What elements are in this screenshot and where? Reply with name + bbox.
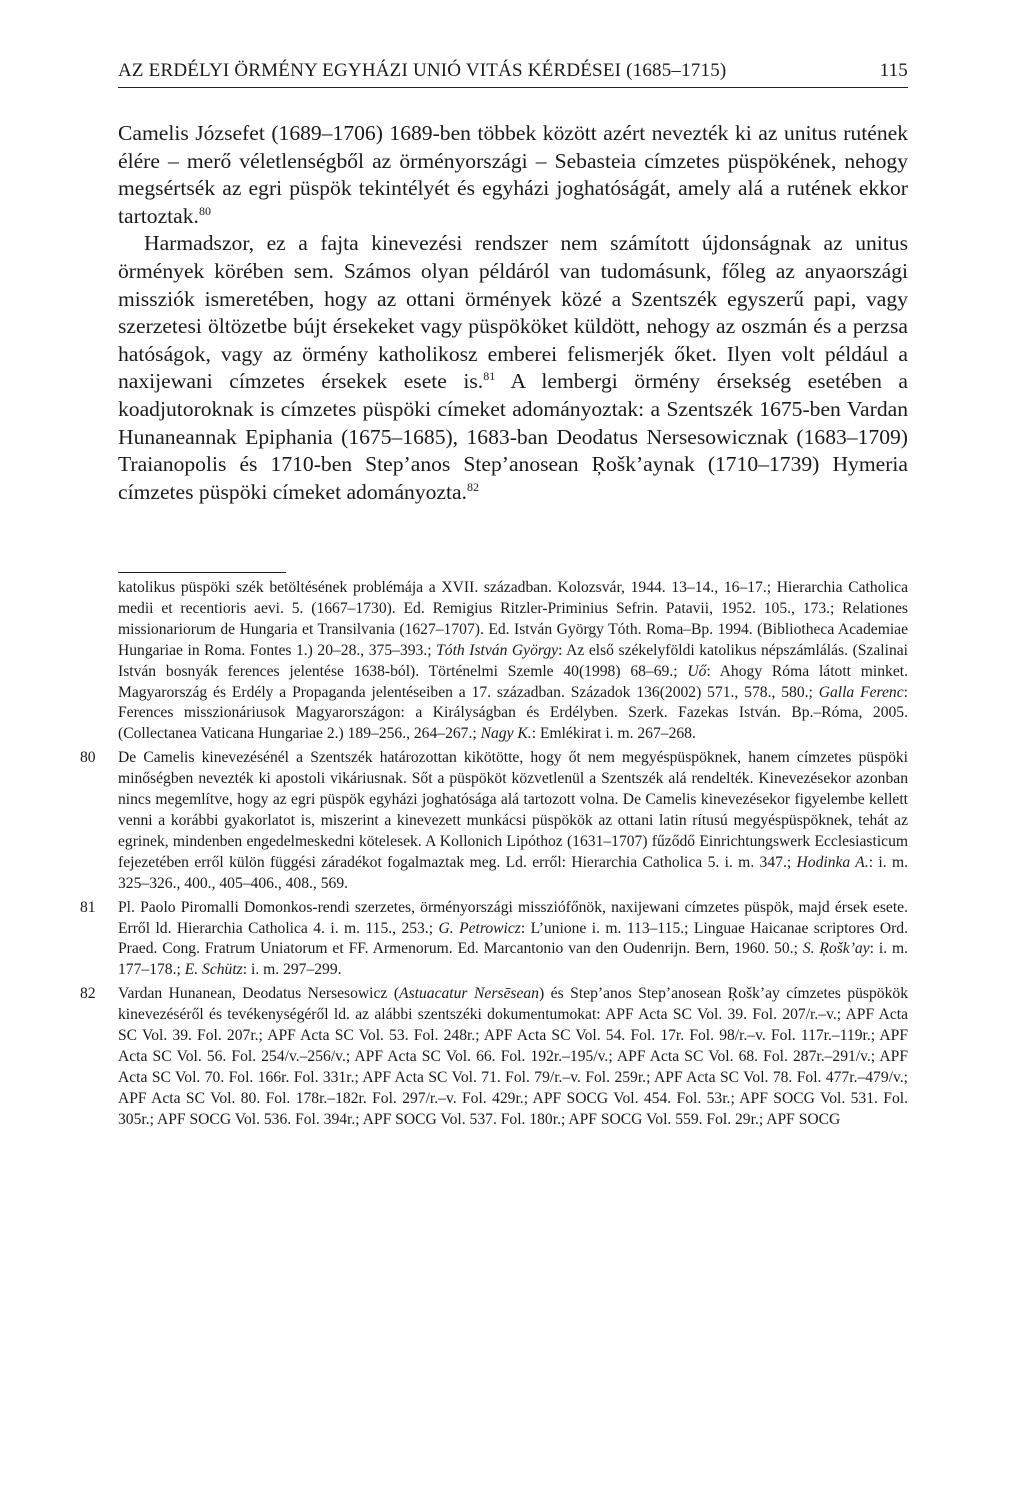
footnote-81 [80, 898, 908, 982]
footnote-80-text [118, 748, 908, 894]
running-header [118, 52, 908, 92]
running-title: AZ ERDÉLYI ÖRMÉNY EGYHÁZI UNIÓ VITÁS KÉRDÉSEI (1685–1715) [118, 60, 727, 81]
footnote-82-text [118, 984, 908, 1130]
footnote-text-segment: De Camelis kinevezésénél a Szentszék határozottan kikötötte, hogy őt nem megyéspüspöknek, hanem címzetes püspöki minőségben nevezték ki apostoli vikáriusnak. Sőt a püspököt közvetlenül a Szentszék alá rendelték. Kinevezésekor azonban nincs megemlítve, hogy az egri püspök egyházi joghatósága alá tartozott volna. De Camelis kinevezésekor figyelembe kellett venni a korábbi gyakorlatot is, miszerint a kinevezett munkácsi püspökök az ottani latin rítusú megyéspüspöknek, tehát az egrinek, mindenben engedelmeskedni kötelesek. A Kollonich Lipóthoz (1631–1707) fűződő Einrichtungswerk Ecclesiasticum fejezetében erről külön függési záradékot fogalmaztak meg. Ld. erről: Hierarchia Catholica 5. i. m. 347.; [118, 749, 908, 871]
footnote-author: Uő [687, 662, 707, 680]
footnote-text-segment: : Ahogy Róma látott minket. Magyarország és Erdély a Propaganda jelentéseiben a 17. században. Századok 136(2002) 571., 578., 580.; [118, 662, 908, 701]
footnote-separator [118, 572, 286, 573]
footnote-number: 80 [80, 749, 96, 767]
footnote-text-segment: : Ferences misszionáriusok Magyarországon: a Királyságban és Erdélyben. Szerk. Fazekas István. Bp.–Róma, 2005. (Collectanea Vaticana Hungariae 2.) 189–256., 264–267.; [118, 683, 908, 743]
paragraph-1 [118, 120, 908, 230]
paragraph-2 [118, 230, 908, 506]
footnote-82 [80, 984, 908, 1130]
footnote-text-segment: Vardan Hunanean, Deodatus Nersesowicz ( [118, 985, 400, 1003]
footnotes [80, 578, 908, 1131]
footnote-armenian-name: Astuacatur Nersēsean [399, 985, 539, 1003]
footnote-text-segment: : i. m. 177–178.; [118, 940, 908, 979]
footnote-text-segment: : L’unione i. m. 113–115.; Linguae Haicanae scriptores Ord. Praed. Cong. Fratrum Uniatorum et FF. Armenorum. Ed. Marcantonio van den Oudenrijn. Bern, 1960. 50.; [118, 919, 908, 958]
footnote-author: E. Schütz [184, 961, 243, 979]
footnote-number: 82 [80, 985, 96, 1003]
footnote-continued-text [118, 578, 908, 745]
footnote-text-segment: : i. m. 297–299. [242, 961, 342, 979]
footnote-continued [80, 578, 908, 745]
footnote-author: G. Petrowicz [438, 919, 521, 937]
footnote-text-segment: Pl. Paolo Piromalli Domonkos-rendi szerzetes, örményországi missziófőnök, naxijewani címzetes püspök, majd érsek esete. Erről ld. Hierarchia Catholica 4. i. m. 115., 253.; [118, 898, 908, 937]
footnote-text-segment: : Az első székelyföldi katolikus népszámlálás. (Szalinai István bosnyák ferences jelentése 1638-ból). Történelmi Szemle 40(1998) 68–69.; [118, 641, 908, 680]
footnote-author: Tóth István György [436, 641, 559, 659]
footnote-text-segment: ) és Step’anos Step’anosean Ŗošk’ay címzetes püspökök kinevezéséről és tevékenységéről ld. az alábbi szentszéki dokumentumokat: APF Acta SC Vol. 39. Fol. 207/r.–v.; APF Acta SC Vol. 39. Fol. 207r.; APF Acta SC Vol. 53. Fol. 248r.; APF Acta SC Vol. 54. Fol. 17r. Fol. 98/r.–v. Fol. 117r.–119r.; APF Acta SC Vol. 56. Fol. 254/v.–256/v.; APF Acta SC Vol. 66. Fol. 192r.–195/v.; APF Acta SC Vol. 68. Fol. 287r.–291/v.; APF Acta SC Vol. 70. Fol. 166r. Fol. 331r.; APF Acta SC Vol. 71. Fol. 79/r.–v. Fol. 259r.; APF Acta SC Vol. 78. Fol. 477r.–479/v.; APF Acta SC Vol. 80. Fol. 178r.–182r. Fol. 297/r.–v. Fol. 429r.; APF SOCG Vol. 454. Fol. 53r.; APF SOCG Vol. 531. Fol. 305r.; APF SOCG Vol. 536. Fol. 394r.; APF SOCG Vol. 537. Fol. 180r.; APF SOCG Vol. 559. Fol. 29r.; APF SOCG [118, 985, 908, 1128]
paragraph-2-text-b: A lembergi örmény érsekség esetében a koadjutoroknak is címzetes püspöki címeket adományoztak: a Szentszék 1675-ben Vardan Hunaneannak Epiphania (1675–1685), 1683-ban Deodatus Nersesowicznak (1683–1709) Traianopolis és 1710-ben Step’anos Step’anosean Ŗošk’aynak (1710–1739) Hymeria címzetes püspöki címeket adományozta. [118, 369, 909, 504]
footnote-number: 81 [80, 898, 96, 916]
footnote-author: Hodinka A. [796, 853, 869, 871]
footnote-text-segment: katolikus püspöki szék betöltésének problémája a XVII. században. Kolozsvár, 1944. 13–14., 16–17.; Hierarchia Catholica medii et recentioris aevi. 5. (1667–1730). Ed. Remigius Ritzler-Priminius Sefrin. Patavii, 1952. 105., 173.; Relationes missionariorum de Hungaria et Transilvania (1627–1707). Ed. István György Tóth. Roma–Bp. 1994. (Bibliotheca Academiae Hungariae in Roma. Fontes 1.) 20–28., 375–393.; [118, 579, 908, 659]
footnote-text-segment: : i. m. 325–326., 400., 405–406., 408., 569. [118, 853, 909, 892]
footnote-author: Galla Ferenc [818, 683, 904, 701]
footnote-ref-80[interactable]: 80 [198, 203, 211, 218]
paragraph-2-text-a: Harmadszor, ez a fajta kinevezési rendszer nem számított újdonságnak az unitus örmények körében sem. Számos olyan példáról van tudomásunk, főleg az anyaországi missziók ismeretében, hogy az ottani örmények közé a Szentszék egyszerű papi, vagy szerzetesi öltözetbe bújt érsekeket vagy püspököket küldött, nehogy az oszmán és a perzsa hatóságok, vagy az örmény katholikosz emberei felismerjék őket. Ilyen volt például a naxijewani címzetes érsekek esete is. [118, 231, 908, 394]
header-rule [118, 87, 908, 88]
footnote-author: Nagy K. [480, 725, 532, 743]
footnote-author: S. Ŗošk’ay [802, 940, 870, 958]
footnote-81-text [118, 898, 908, 982]
footnote-ref-82[interactable]: 82 [466, 479, 479, 494]
footnote-80 [80, 748, 908, 894]
main-text [118, 120, 908, 506]
page-number: 115 [879, 60, 908, 81]
footnote-ref-81[interactable]: 81 [483, 369, 496, 384]
paragraph-1-text: Camelis Józsefet (1689–1706) 1689-ben többek között azért nevezték ki az unitus rutének élére – merő véletlenségből az örményországi – Sebasteia címzetes püspökének, nehogy megsértsék az egri püspök tekintélyét és egyházi joghatóságát, amely alá a rutének ekkor tartoztak. [118, 121, 908, 228]
footnote-text-segment: : Emlékirat i. m. 267–268. [531, 725, 696, 743]
